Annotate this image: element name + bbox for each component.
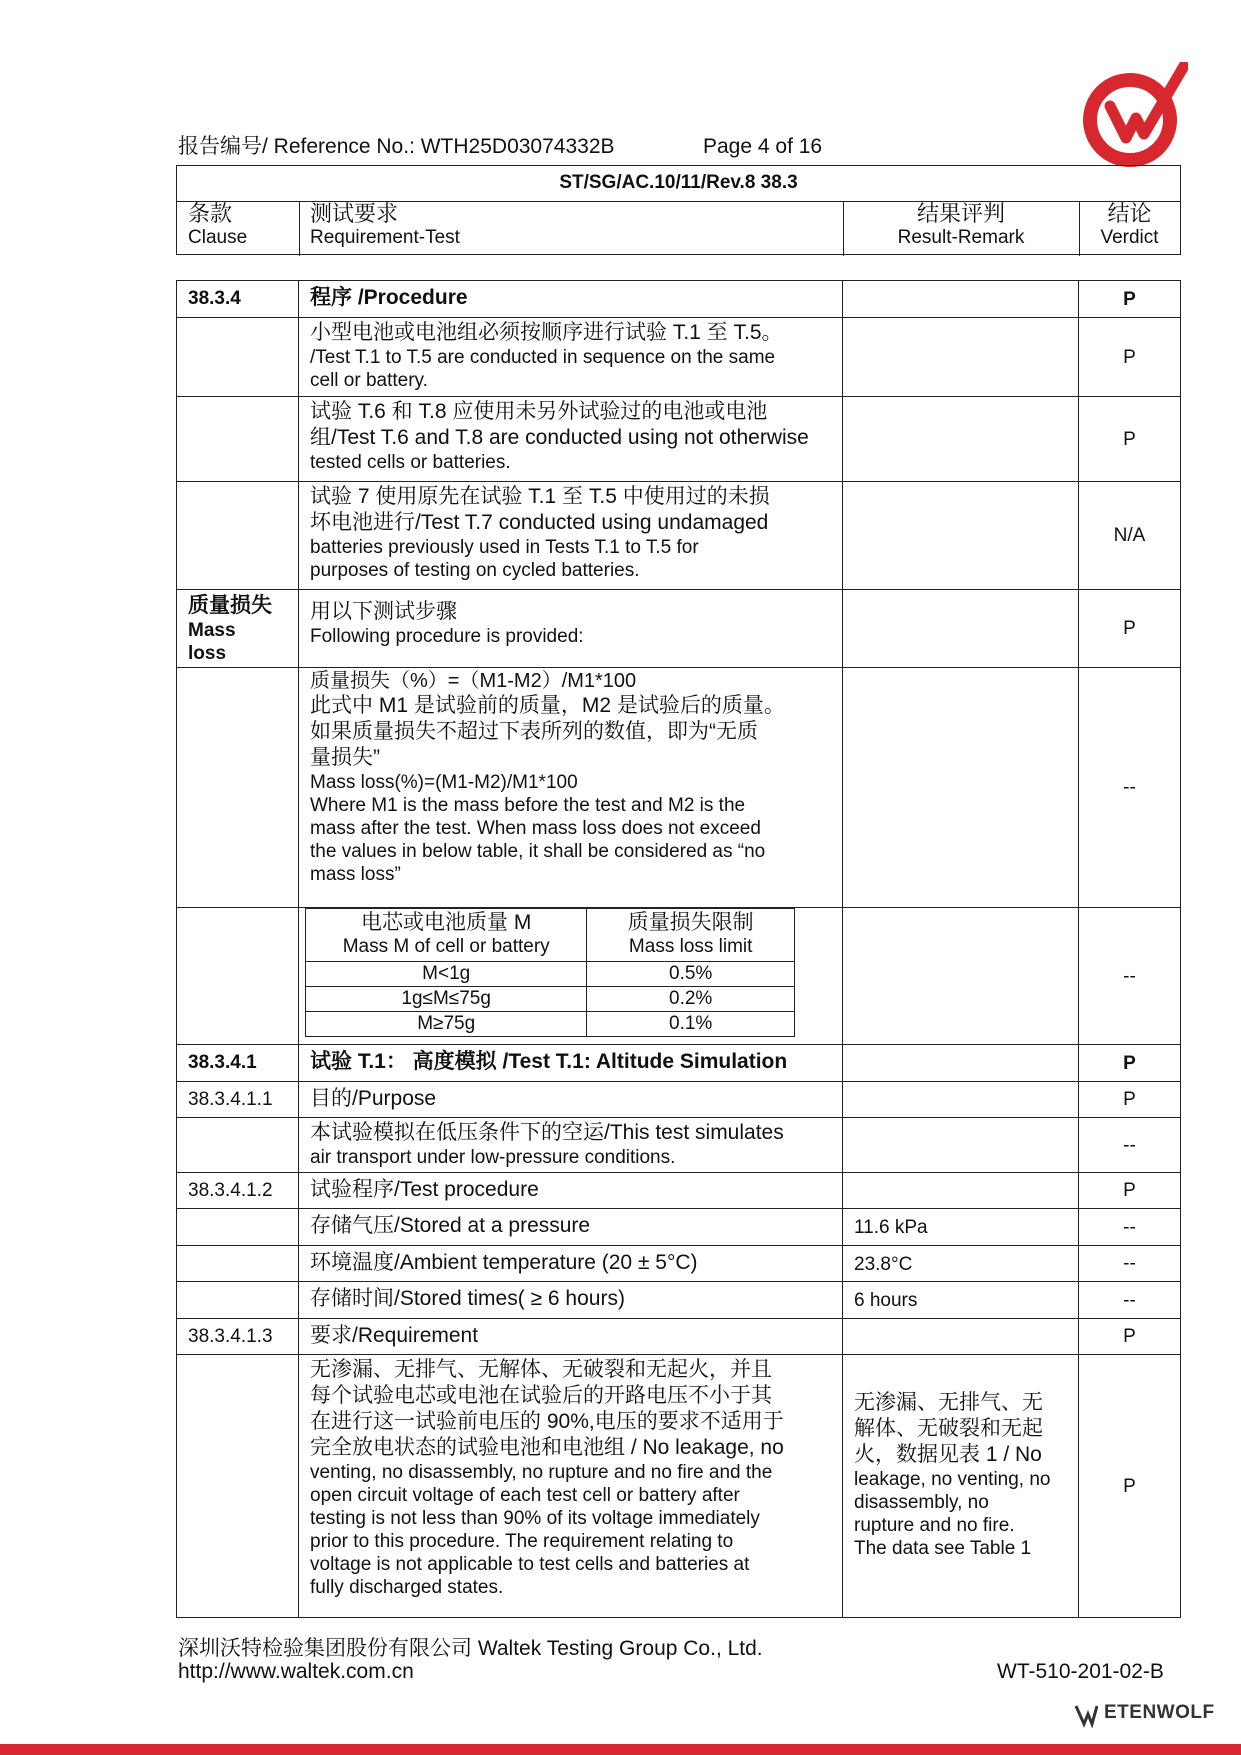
result-cell: 11.6 kPa: [843, 1209, 1079, 1245]
result-cell: [843, 1173, 1079, 1208]
verdict-cell: P: [1123, 428, 1136, 450]
result-cell: [843, 482, 1079, 589]
result-cell: [843, 318, 1079, 396]
result-cell: [843, 908, 1079, 1044]
result-cell: [843, 1319, 1079, 1354]
clause-cell: [177, 397, 299, 481]
verdict-cell: P: [1123, 1089, 1136, 1110]
reference-number: 报告编号/ Reference No.: WTH25D03074332B: [178, 135, 615, 158]
result-cell: [843, 1082, 1079, 1117]
verdict-cell: P: [1123, 618, 1136, 639]
verdict-cell: N/A: [1113, 525, 1146, 546]
footer-form-number: WT-510-201-02-B: [997, 1660, 1164, 1683]
verdict-header: 结论 Verdict: [1100, 201, 1159, 248]
requirement-cell: 无渗漏、无排气、无解体、无破裂和无起火，并且 每个试验电芯或电池在试验后的开路电压不小于其 在进行这一试验前电压的 90%,电压的要求不适用于 完全放电状态的试验电池和电池组 / No leakage, no venting, no disassembly, no rupture and no fire and the open circuit voltage of each test cell or battery after testing is not less than 90% of its voltage immediately prior to this procedure. The requirement relating to voltage is not applicable to test cells and batteries at fully discharged states.: [299, 1355, 843, 1617]
table-row: [177, 1319, 1180, 1355]
result-cell: 无渗漏、无排气、无 解体、无破裂和无起 火，数据见表 1 / No leakage, no venting, no disassembly, no rupture and no fire. The data see Table 1: [843, 1355, 1079, 1617]
result-cell: 23.8°C: [843, 1246, 1079, 1281]
clause-cell: [177, 668, 299, 907]
table-row: [177, 1045, 1180, 1082]
clause-cell: [177, 482, 299, 589]
requirement-cell: 程序 /Procedure: [299, 281, 843, 317]
requirement-cell: 质量损失（%）=（M1-M2）/M1*100 此式中 M1 是试验前的质量，M2 是试验后的质量。 如果质量损失不超过下表所列的数值，即为“无质 量损失” Mass loss(%)=(M1-M2)/M1*100 Where M1 is the mass before the test and M2 is the mass after the test. When mass loss does not exceed the values in below table, it shall be considered as “no mass loss”: [299, 668, 843, 907]
result-cell: [843, 281, 1079, 317]
clause-cell: 38.3.4.1.2: [177, 1173, 299, 1208]
verdict-cell: P: [1123, 1475, 1136, 1497]
result-cell: [843, 1045, 1079, 1081]
requirement-cell: 试验 T.1： 高度模拟 /Test T.1: Altitude Simulation: [299, 1045, 843, 1081]
result-cell: [843, 668, 1079, 907]
table-row: [177, 318, 1180, 397]
clause-cell: [177, 318, 299, 396]
verdict-cell: P: [1123, 346, 1136, 368]
waltek-logo-icon: [1080, 62, 1188, 170]
standard-title: ST/SG/AC.10/11/Rev.8 38.3: [177, 166, 1180, 202]
table-row: [177, 1209, 1180, 1246]
verdict-cell: --: [1123, 965, 1136, 987]
table-row: [177, 1118, 1180, 1173]
clause-header: 条款 Clause: [188, 201, 248, 248]
table-row: [177, 397, 1180, 482]
clause-cell: 38.3.4.1: [177, 1045, 299, 1081]
requirement-cell: [299, 908, 843, 1044]
clause-cell: [177, 908, 299, 1044]
table-row: [177, 482, 1180, 590]
requirement-cell: 存储时间/Stored times( ≥ 6 hours): [299, 1282, 843, 1318]
result-cell: 6 hours: [843, 1282, 1079, 1318]
verdict-cell: --: [1123, 1289, 1136, 1311]
requirement-cell: 试验程序/Test procedure: [299, 1173, 843, 1208]
verdict-cell: --: [1123, 1216, 1136, 1238]
requirement-cell: 环境温度/Ambient temperature (20 ± 5°C): [299, 1246, 843, 1281]
clause-cell: [177, 1209, 299, 1245]
table-row: [177, 281, 1180, 318]
clause-cell: 38.3.4.1.3: [177, 1319, 299, 1354]
page-number: Page 4 of 16: [703, 135, 823, 158]
result-cell: [843, 1118, 1079, 1172]
header-table: [176, 165, 1181, 255]
requirement-cell: 本试验模拟在低压条件下的空运/This test simulates air transport under low-pressure conditions.: [299, 1118, 843, 1172]
etenwolf-mark-icon: [1074, 1702, 1098, 1728]
clause-cell: 质量损失 Mass loss: [177, 590, 299, 667]
etenwolf-brand: ETENWOLF: [1104, 1702, 1215, 1723]
main-table: [176, 280, 1181, 1618]
footer-accent-bar: [0, 1744, 1241, 1755]
clause-cell: 38.3.4: [177, 281, 299, 317]
table-row: 1g≤M≤75g 0.2%: [306, 987, 795, 1012]
result-cell: [843, 590, 1079, 667]
verdict-cell: --: [1123, 1134, 1136, 1156]
result-header: 结果评判 Result-Remark: [897, 201, 1025, 248]
clause-cell: [177, 1246, 299, 1281]
table-row: [177, 1173, 1180, 1209]
requirement-cell: 小型电池或电池组必须按顺序进行试验 T.1 至 T.5。 /Test T.1 to T.5 are conducted in sequence on the same cell or battery.: [299, 318, 843, 396]
verdict-cell: P: [1123, 1052, 1136, 1074]
clause-cell: 38.3.4.1.1: [177, 1082, 299, 1117]
requirement-cell: 要求/Requirement: [299, 1319, 843, 1354]
table-row: [177, 1355, 1180, 1617]
table-row: [177, 1282, 1180, 1319]
requirement-cell: 目的/Purpose: [299, 1082, 843, 1117]
requirement-cell: 试验 T.6 和 T.8 应使用未另外试验过的电池或电池 组/Test T.6 and T.8 are conducted using not otherwise tested cells or batteries.: [299, 397, 843, 481]
mass-loss-table: [305, 908, 795, 1037]
verdict-cell: --: [1123, 777, 1136, 798]
requirement-cell: 用以下测试步骤 Following procedure is provided:: [299, 590, 843, 667]
table-row: [177, 1082, 1180, 1118]
result-cell: [843, 397, 1079, 481]
requirement-header: 测试要求 Requirement-Test: [310, 201, 460, 248]
verdict-cell: --: [1123, 1253, 1136, 1274]
mass-loss-table-header: 电芯或电池质量 M Mass M of cell or battery 质量损失限制 Mass loss limit: [306, 909, 795, 962]
clause-cell: [177, 1355, 299, 1617]
verdict-cell: P: [1123, 288, 1136, 310]
footer-company: 深圳沃特检验集团股份有限公司 Waltek Testing Group Co., Ltd.: [178, 1637, 763, 1660]
clause-cell: [177, 1282, 299, 1318]
table-row: [177, 668, 1180, 908]
requirement-cell: 试验 7 使用原先在试验 T.1 至 T.5 中使用过的未损 坏电池进行/Test T.7 conducted using undamaged batteries previously used in Tests T.1 to T.5 for purposes of testing on cycled batteries.: [299, 482, 843, 589]
requirement-cell: 存储气压/Stored at a pressure: [299, 1209, 843, 1245]
table-row: M≥75g 0.1%: [306, 1012, 795, 1037]
table-row: [177, 908, 1180, 1045]
verdict-cell: P: [1123, 1180, 1136, 1201]
table-row: M<1g 0.5%: [306, 962, 795, 987]
table-row: [177, 1246, 1180, 1282]
clause-cell: [177, 1118, 299, 1172]
verdict-cell: P: [1123, 1326, 1136, 1347]
footer-url[interactable]: http://www.waltek.com.cn: [178, 1660, 414, 1683]
table-row: [177, 590, 1180, 668]
